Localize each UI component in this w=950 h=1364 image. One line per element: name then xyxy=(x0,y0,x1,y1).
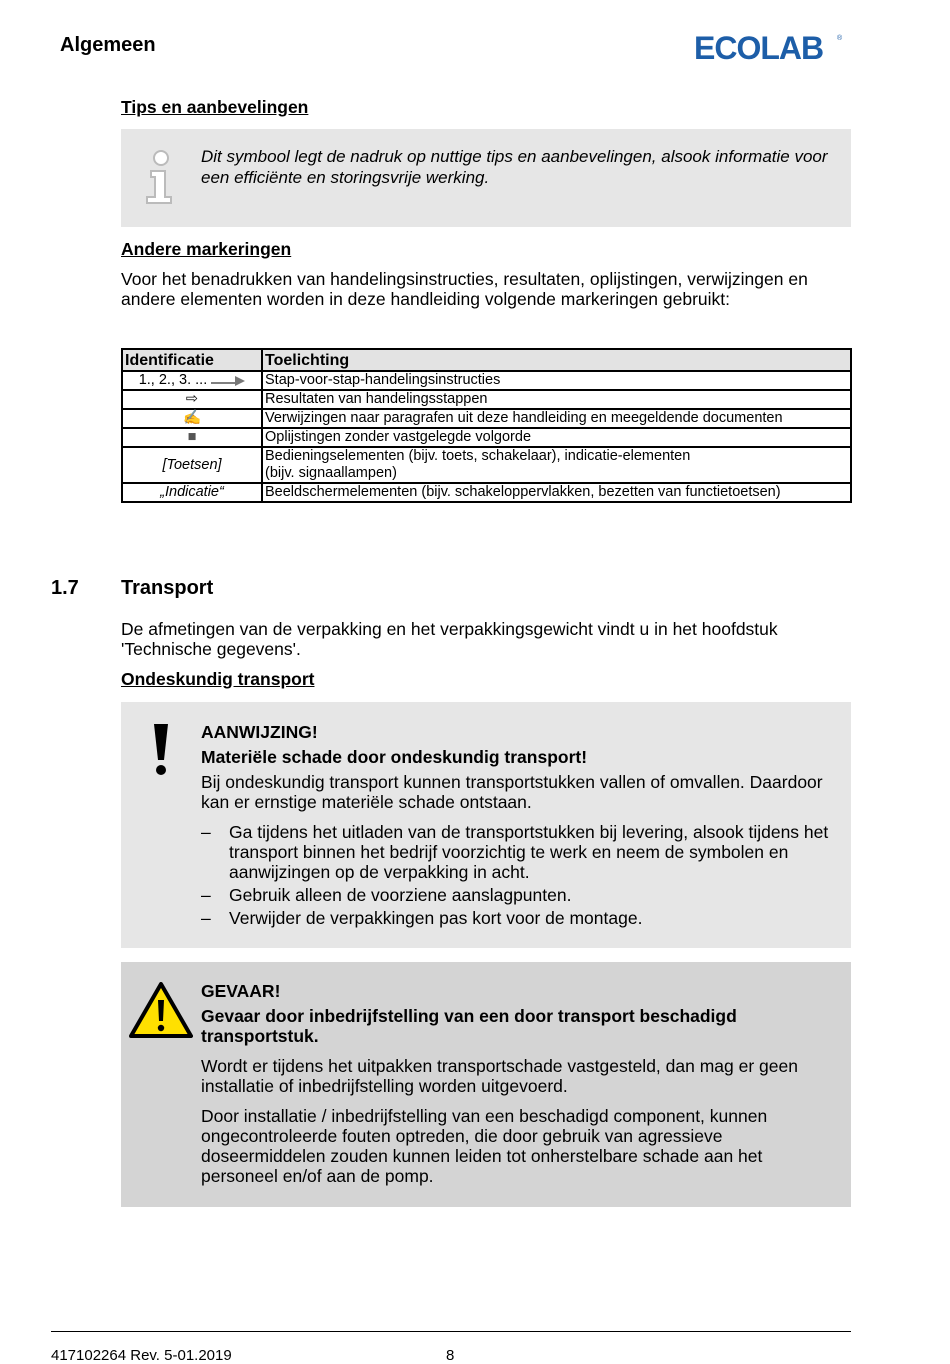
section-number: 1.7 xyxy=(51,577,79,599)
reference-hand-icon: ✍ xyxy=(122,409,262,428)
desc-line: (bijv. signaallampen) xyxy=(265,465,397,481)
table-row xyxy=(122,428,851,447)
ecolab-logo xyxy=(694,30,844,64)
desc-line: Bedieningselementen (bijv. toets, schakelaar), indicatie-elementen xyxy=(265,448,691,464)
danger-paragraph: Wordt er tijdens het uitpakken transportschade vastgesteld, dan mag er geen installatie of inbedrijfstelling worden uitgevoerd. xyxy=(201,1056,798,1096)
danger-subtitle: Gevaar door inbedrijfstelling van een door transport beschadigd transportstuk. xyxy=(201,1006,737,1046)
svg-text:®: ® xyxy=(837,35,843,42)
list-item-text: Verwijder de verpakkingen pas kort voor de montage. xyxy=(229,908,643,928)
table-row xyxy=(122,483,851,502)
notice-label: AANWIJZING! xyxy=(201,722,318,742)
section-intro-line: De afmetingen van de verpakking en het verpakkingsgewicht vindt u in het hoofdstuk xyxy=(121,619,778,639)
markings-table xyxy=(121,348,852,503)
list-item xyxy=(201,908,841,928)
list-item-text: Ga tijdens het uitladen van de transportstukken bij levering, alsook tijdens het transport binnen het bedrijf voorzichtig te werk en neem de symbolen en aanwijzingen op de verpakking in acht. xyxy=(229,822,829,882)
list-dash: – xyxy=(201,908,211,928)
markings-heading: Andere markeringen xyxy=(121,239,292,259)
list-square-icon: ■ xyxy=(122,428,262,447)
list-dash: – xyxy=(201,822,211,842)
table-header-explanation: Toelichting xyxy=(262,349,851,371)
footer-doc-ref: 417102264 Rev. 5-01.2019 xyxy=(51,1347,232,1364)
table-row xyxy=(122,447,851,483)
tip-text: Dit symbool legt de nadruk op nuttige tips en aanbevelingen, alsook informatie voor een efficiënte en storingsvrije werking. xyxy=(201,147,828,187)
tips-heading: Tips en aanbevelingen xyxy=(121,97,309,117)
sub-heading: Ondeskundig transport xyxy=(121,669,315,689)
result-arrow-icon: ⇨ xyxy=(122,390,262,409)
info-icon xyxy=(143,147,177,207)
notice-box xyxy=(121,702,851,948)
exclamation-icon xyxy=(151,724,171,776)
table-cell-desc: Beeldschermelementen (bijv. schakeloppervlakken, bezetten van functietoetsen) xyxy=(262,483,851,502)
table-header-identification: Identificatie xyxy=(122,349,262,371)
footer-divider xyxy=(51,1331,851,1332)
danger-paragraph: Door installatie / inbedrijfstelling van een beschadigd component, kunnen ongecontroleerde fouten optreden, die door gebruik van agressieve doseermiddelen zouden kunnen leiden tot onherstelbare schade aan het personeel en/of aan de pomp. xyxy=(201,1106,768,1186)
table-row xyxy=(122,409,851,428)
list-item-text: Gebruik alleen de voorziene aanslagpunten. xyxy=(229,885,572,905)
markings-intro: Voor het benadrukken van handelingsinstructies, resultaten, oplijstingen, verwijzingen en andere elementen worden in deze handleiding volgende markeringen gebruikt: xyxy=(121,269,808,309)
danger-box xyxy=(121,962,851,1207)
section-intro-line: 'Technische gegevens'. xyxy=(121,639,301,659)
section-title: Transport xyxy=(121,577,214,599)
table-cell-desc xyxy=(262,447,851,483)
list-dash: – xyxy=(201,885,211,905)
danger-label: GEVAAR! xyxy=(201,981,281,1001)
list-item xyxy=(201,885,841,905)
notice-subtitle: Materiële schade door ondeskundig transport! xyxy=(201,747,588,767)
table-cell-id: [Toetsen] xyxy=(122,447,262,483)
page-header-title: Algemeen xyxy=(60,34,156,56)
step-arrow-icon xyxy=(211,374,245,386)
table-header-row xyxy=(122,349,851,371)
step-numbers: 1., 2., 3. ... xyxy=(138,372,208,388)
table-cell-desc: Resultaten van handelingsstappen xyxy=(262,390,851,409)
table-row xyxy=(122,390,851,409)
table-cell-desc: Stap-voor-stap-handelingsinstructies xyxy=(262,371,851,390)
notice-list xyxy=(201,822,841,928)
table-cell-desc: Verwijzingen naar paragrafen uit deze handleiding en meegeldende documenten xyxy=(262,409,851,428)
page-number: 8 xyxy=(446,1347,455,1364)
table-cell-id xyxy=(122,371,262,390)
table-cell-id: „Indicatie“ xyxy=(122,483,262,502)
table-cell-desc: Oplijstingen zonder vastgelegde volgorde xyxy=(262,428,851,447)
table-row xyxy=(122,371,851,390)
warning-triangle-icon xyxy=(129,982,193,1038)
notice-text: Bij ondeskundig transport kunnen transportstukken vallen of omvallen. Daardoor kan er ernstige materiële schade ontstaan. xyxy=(201,772,823,812)
section-intro xyxy=(121,619,851,659)
logo-text: ECOLAB xyxy=(694,30,824,64)
list-item xyxy=(201,822,841,882)
tip-box xyxy=(121,129,851,227)
